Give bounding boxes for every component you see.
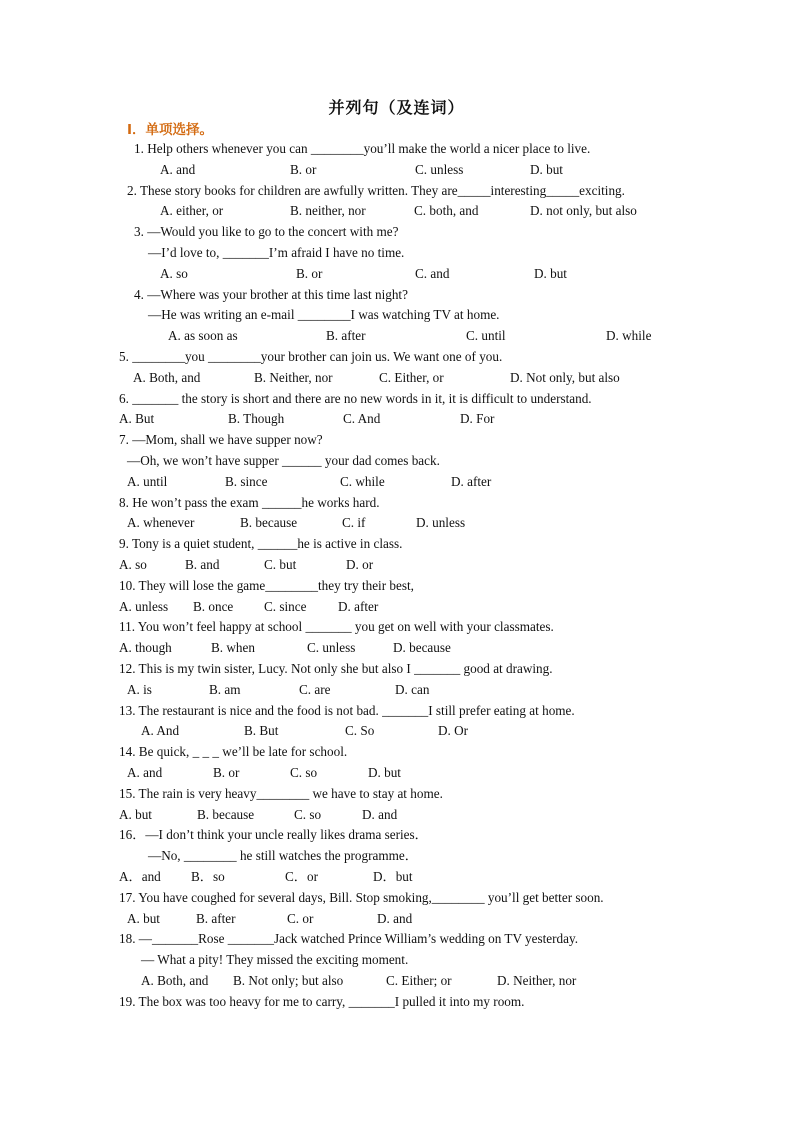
- question-6-stem: 6. _______ the story is short and there are no new words in it, it is difficult to understand.: [119, 391, 592, 406]
- question-19-stem: 19. The box was too heavy for me to carry, _______I pulled it into my room.: [119, 994, 525, 1009]
- question-17-option-d: D. and: [377, 911, 413, 926]
- question-9-option-b: B. and: [185, 557, 220, 572]
- question-6-option-d: D. For: [460, 411, 495, 426]
- question-1-option-c: C. unless: [415, 162, 464, 177]
- question-14-option-b: B. or: [213, 765, 240, 780]
- question-8-option-b: B. because: [240, 515, 298, 530]
- question-18-stem: 18. —_______Rose _______Jack watched Prince William’s wedding on TV yesterday.: [119, 931, 579, 946]
- question-1-option-d: D. but: [530, 162, 563, 177]
- question-2-stem: 2. These story books for children are awfully written. They are_____interesting_____exciting.: [127, 183, 625, 198]
- question-18-option-c: C. Either; or: [386, 973, 452, 988]
- question-3-option-d: D. but: [534, 266, 567, 281]
- question-7-option-a: A. until: [127, 474, 168, 489]
- question-6-option-c: C. And: [343, 411, 381, 426]
- question-2-option-b: B. neither, nor: [290, 203, 366, 218]
- question-16-stem: 16．—I don’t think your uncle really likes drama series．: [119, 827, 428, 842]
- question-4-option-d: D. while: [606, 328, 652, 343]
- question-5-option-d: D. Not only, but also: [510, 370, 620, 385]
- question-2-option-d: D. not only, but also: [530, 203, 637, 218]
- question-4-option-c: C. until: [466, 328, 506, 343]
- question-3-option-c: C. and: [415, 266, 450, 281]
- question-7-option-c: C. while: [340, 474, 385, 489]
- question-14-option-a: A. and: [127, 765, 163, 780]
- section-heading: I．单项选择。: [127, 122, 214, 138]
- question-11-option-a: A. though: [119, 640, 172, 655]
- question-15-option-b: B. because: [197, 807, 255, 822]
- question-9-option-d: D. or: [346, 557, 374, 572]
- question-10-option-c: C. since: [264, 599, 307, 614]
- question-4-reply: —He was writing an e-mail ________I was watching TV at home.: [148, 307, 500, 322]
- question-6-option-a: A. But: [119, 411, 155, 426]
- question-9-stem: 9. Tony is a quiet student, ______he is active in class.: [119, 536, 403, 551]
- question-17-option-c: C. or: [287, 911, 314, 926]
- question-8-option-d: D. unless: [416, 515, 466, 530]
- question-5-stem: 5. ________you ________your brother can join us. We want one of you.: [119, 349, 503, 364]
- question-18-option-d: D. Neither, nor: [497, 973, 577, 988]
- question-3-stem: 3. —Would you like to go to the concert with me?: [134, 224, 399, 239]
- question-10-option-d: D. after: [338, 599, 379, 614]
- question-5-option-a: A. Both, and: [133, 370, 201, 385]
- question-12-option-c: C. are: [299, 682, 331, 697]
- question-11-option-d: D. because: [393, 640, 451, 655]
- question-5-option-c: C. Either, or: [379, 370, 444, 385]
- question-4-stem: 4. —Where was your brother at this time last night?: [134, 287, 408, 302]
- question-9-option-c: C. but: [264, 557, 297, 572]
- question-12-option-d: D. can: [395, 682, 430, 697]
- question-17-option-b: B. after: [196, 911, 236, 926]
- question-13-option-c: C. So: [345, 723, 375, 738]
- question-1-option-a: A. and: [160, 162, 196, 177]
- question-8-option-c: C. if: [342, 515, 366, 530]
- question-9-option-a: A. so: [119, 557, 147, 572]
- question-12-option-a: A. is: [127, 682, 152, 697]
- question-3-option-b: B. or: [296, 266, 323, 281]
- question-2-option-a: A. either, or: [160, 203, 224, 218]
- question-11-stem: 11. You won’t feel happy at school _______ you get on well with your classmates.: [119, 619, 554, 634]
- question-12-stem: 12. This is my twin sister, Lucy. Not only she but also I _______ good at drawing.: [119, 661, 553, 676]
- question-16-option-c: C．or: [285, 869, 318, 884]
- question-7-option-b: B. since: [225, 474, 268, 489]
- question-15-option-d: D. and: [362, 807, 398, 822]
- question-13-option-b: B. But: [244, 723, 279, 738]
- question-11-option-b: B. when: [211, 640, 255, 655]
- question-15-stem: 15. The rain is very heavy________ we have to stay at home.: [119, 786, 443, 801]
- question-13-stem: 13. The restaurant is nice and the food is not bad. _______I still prefer eating at home.: [119, 703, 575, 718]
- question-7-stem: 7. —Mom, shall we have supper now?: [119, 432, 323, 447]
- question-7-option-d: D. after: [451, 474, 492, 489]
- question-2-option-c: C. both, and: [414, 203, 479, 218]
- question-18-option-a: A. Both, and: [141, 973, 209, 988]
- question-15-option-a: A. but: [119, 807, 152, 822]
- question-16-reply: —No, ________ he still watches the programme．: [148, 848, 418, 863]
- question-11-option-c: C. unless: [307, 640, 356, 655]
- question-14-stem: 14. Be quick, _ _ _ we’ll be late for school.: [119, 744, 348, 759]
- question-10-option-a: A. unless: [119, 599, 169, 614]
- question-14-option-c: C. so: [290, 765, 318, 780]
- question-5-option-b: B. Neither, nor: [254, 370, 333, 385]
- question-16-option-d: D．but: [373, 869, 413, 884]
- question-17-option-a: A. but: [127, 911, 160, 926]
- question-3-reply: —I’d love to, _______I’m afraid I have no time.: [148, 245, 405, 260]
- question-10-stem: 10. They will lose the game________they try their best,: [119, 578, 414, 593]
- page-title: 并列句（及连词）: [328, 100, 465, 117]
- question-18-option-b: B. Not only; but also: [233, 973, 344, 988]
- question-18-reply: — What a pity! They missed the exciting moment.: [141, 952, 409, 967]
- question-13-option-a: A. And: [141, 723, 180, 738]
- question-10-option-b: B. once: [193, 599, 234, 614]
- question-12-option-b: B. am: [209, 682, 241, 697]
- question-15-option-c: C. so: [294, 807, 322, 822]
- question-3-option-a: A. so: [160, 266, 188, 281]
- question-17-stem: 17. You have coughed for several days, Bill. Stop smoking,________ you’ll get better soon.: [119, 890, 604, 905]
- question-8-stem: 8. He won’t pass the exam ______he works hard.: [119, 495, 380, 510]
- question-13-option-d: D. Or: [438, 723, 469, 738]
- question-7-reply: —Oh, we won’t have supper ______ your dad comes back.: [127, 453, 440, 468]
- question-14-option-d: D. but: [368, 765, 401, 780]
- question-8-option-a: A. whenever: [127, 515, 195, 530]
- question-6-option-b: B. Though: [228, 411, 285, 426]
- question-1-stem: 1. Help others whenever you can ________you’ll make the world a nicer place to live.: [134, 141, 591, 156]
- question-4-option-b: B. after: [326, 328, 366, 343]
- question-1-option-b: B. or: [290, 162, 317, 177]
- question-16-option-b: B．so: [191, 869, 225, 884]
- question-4-option-a: A. as soon as: [168, 328, 238, 343]
- question-16-option-a: A．and: [119, 869, 161, 884]
